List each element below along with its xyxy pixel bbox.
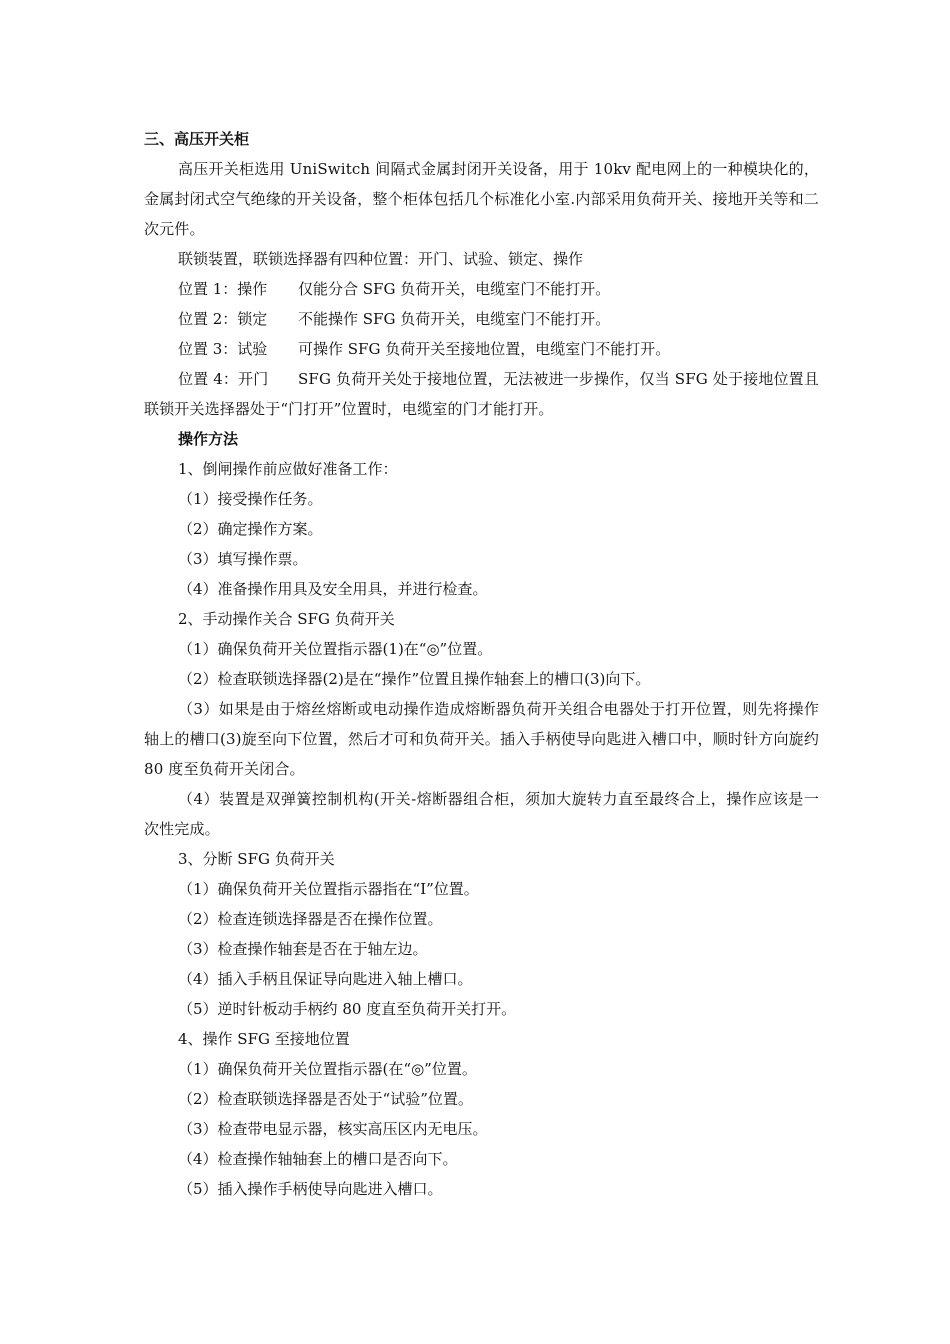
step-4-item: （4）检查操作轴轴套上的槽口是否向下。 [178, 1150, 458, 1168]
step-2-item-3: （3）如果是由于熔丝熔断或电动操作造成熔断器负荷开关组合电器处于打开位置，则先将操作轴上的槽口(3)旋至向下位置，然后才可和负荷开关。插入手柄使导向匙进入槽口中，顺时针方向旋约 80 度至负荷开关闭合。 [144, 700, 819, 778]
position-text: 仅能分合 SFG 负荷开关，电缆室门不能打开。 [298, 280, 611, 298]
step-4-title: 4、操作 SFG 至接地位置 [178, 1030, 350, 1048]
position-4 [144, 364, 819, 424]
step-3-item: （2）检查连锁选择器是否在操作位置。 [178, 910, 443, 928]
step-3-item: （5）逆时针板动手柄约 80 度直至负荷开关打开。 [178, 1000, 517, 1018]
position-label: 位置 1：操作 [178, 280, 268, 298]
step-2-item: （2）检查联锁选择器(2)是在“操作”位置且操作轴套上的槽口(3)向下。 [178, 670, 651, 688]
position-text: 不能操作 SFG 负荷开关，电缆室门不能打开。 [298, 310, 611, 328]
document-body [144, 124, 819, 1204]
step-2-title: 2、手动操作关合 SFG 负荷开关 [178, 610, 395, 628]
step-3-item: （1）确保负荷开关位置指示器指在“Ⅰ”位置。 [178, 880, 479, 898]
position-text: SFG 负荷开关处于接地位置，无法被进一步操作，仅当 SFG 处于接地位置且联锁开关选择器处于“门打开”位置时，电缆室的门才能打开。 [144, 370, 819, 418]
position-label: 位置 3：试验 [178, 340, 268, 358]
position-2 [144, 304, 819, 334]
step-1-item: （4）准备操作用具及安全用具，并进行检查。 [178, 580, 488, 598]
interlock-intro: 联锁装置，联锁选择器有四种位置：开门、试验、锁定、操作 [178, 250, 584, 268]
step-1-item: （3）填写操作票。 [178, 550, 308, 568]
step-4-item: （1）确保负荷开关位置指示器(在“◎”位置。 [178, 1060, 477, 1078]
step-3-item: （3）检查操作轴套是否在于轴左边。 [178, 940, 428, 958]
step-4-item: （5）插入操作手柄使导向匙进入槽口。 [178, 1180, 443, 1198]
step-3-item: （4）插入手柄且保证导向匙进入轴上槽口。 [178, 970, 473, 988]
step-2-item: （1）确保负荷开关位置指示器(1)在“◎”位置。 [178, 640, 493, 658]
step-4-item: （3）检查带电显示器，核实高压区内无电压。 [178, 1120, 488, 1138]
step-1-item: （1）接受操作任务。 [178, 490, 323, 508]
position-1 [144, 274, 819, 304]
position-label: 位置 4：开门 [178, 370, 269, 388]
step-1-item: （2）确定操作方案。 [178, 520, 323, 538]
position-3 [144, 334, 819, 364]
step-1-title: 1、倒闸操作前应做好准备工作： [178, 460, 398, 478]
step-3-title: 3、分断 SFG 负荷开关 [178, 850, 335, 868]
section-heading: 三、高压开关柜 [144, 130, 250, 148]
position-label: 位置 2：锁定 [178, 310, 268, 328]
intro-paragraph: 高压开关柜选用 UniSwitch 间隔式金属封闭开关设备，用于 10kv 配电网上的一种模块化的，金属封闭式空气绝缘的开关设备，整个柜体包括几个标准化小室.内部采用负荷开关、接地开关等和二次元件。 [144, 160, 819, 238]
method-title: 操作方法 [178, 430, 239, 448]
position-text: 可操作 SFG 负荷开关至接地位置，电缆室门不能打开。 [298, 340, 671, 358]
step-4-item: （2）检查联锁选择器是否处于“试验”位置。 [178, 1090, 473, 1108]
step-2-item-4: （4）装置是双弹簧控制机构(开关-熔断器组合柜，须加大旋转力直至最终合上，操作应该是一次性完成。 [144, 790, 819, 838]
